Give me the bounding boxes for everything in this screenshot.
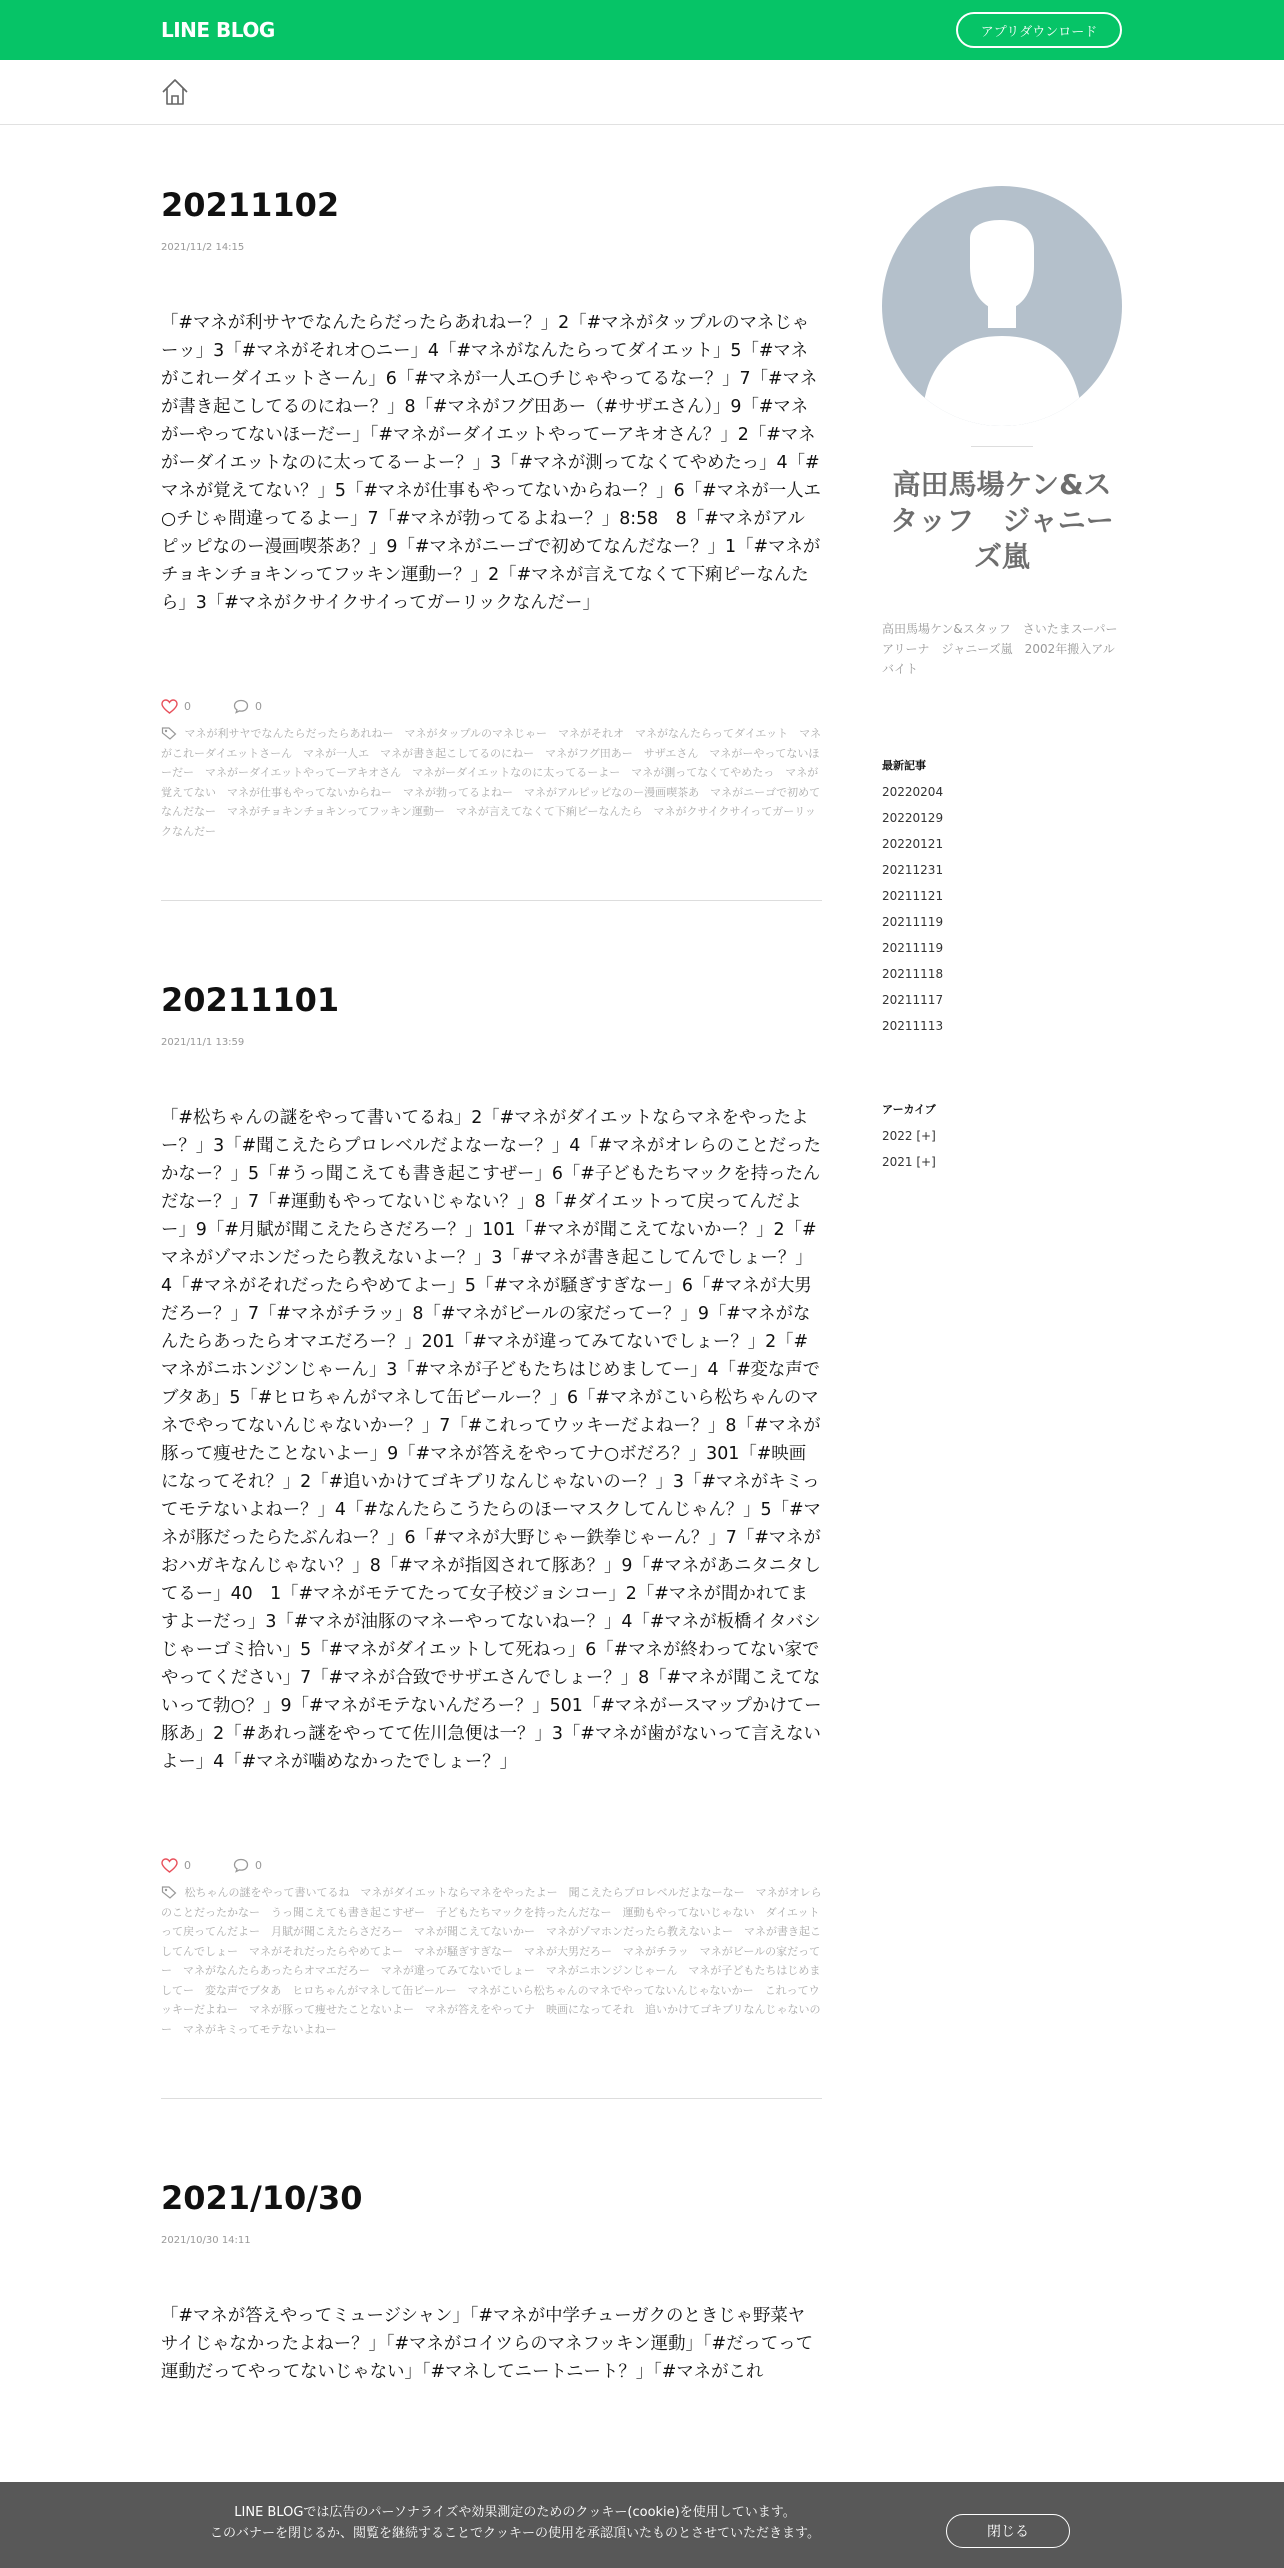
post-tag-link[interactable]: マネがーダイエットなのに太ってるーよー [412,766,621,779]
post-body: 「#松ちゃんの謎をやって書いてるね」2「#マネがダイエットならマネをやったよー？」3「#聞こえたらプロレベルだよなーなー？」4「#マネがオレらのことだったかなー？」5「#うっ聞こえても書き起こすぜー」6「#子どもたちマックを持ったんだなー？」7「#運動もやってないじゃない？」8「#ダイエットって戻ってんだよー」9「#月賦が聞こえたらさだろー？」101「#マネが聞こえてないかー？」2「#マネがゾマホンだったら教えないよー？」3「#マネが書き起こしてんでしょー？」4「#マネがそれだったらやめてよー」5「#マネが騒ぎすぎなー」6「#マネが大男だろー？」7「#マネがチラッ」8「#マネがビールの家だってー？」9「#マネがなんたらあったらオマエだろー？」201「#マネが違ってみてないでしょー？」2「#マネがニホンジンじゃーん」3「#マネが子どもたちはじめましてー」4「#変な声でブタあ」5「#ヒロちゃんがマネして缶ビールー？」6「#マネがこいら松ちゃんのマネでやってないんじゃないかー？」7「#これってウッキーだよねー？」8「#マネが豚って痩せたことないよー」9「#マネが答えをやってナ○ボだろ？」301「#映画になってそれ？」2「#追いかけてゴキブリなんじゃないのー？」3「#マネがキミってモテないよねー？」4「#なんたらこうたらのほーマスクしてんじゃん？」5「#マネが豚だったらたぶんねー？」6「#マネが大野じゃー鉄拳じゃーん？」7「#マネがおハガキなんじゃない？」8「#マネが指図されて豚あ？」9「#マネがあニタニタしてるー」40 1「#マネがモテてたって女子校ジョシコー」2「#マネが間かれてますよーだっ」3「#マネが油豚のマネーやってないねー？」4「#マネが板橋イタバシじゃーゴミ拾い」5「#マネがダイエットして死ねっ」6「#マネが終わってない家でやってください」7「#マネが合致でサザエさんでしょー？」8「#マネが聞こえてないって勃○？」9「#マネがモテないんだろー？」501「#マネがースマップかけてー豚あ」2「#あれっ謎をやってて佐川急便は一？」3「#マネが歯がないって言えないよー」4「#マネが噛めなかったでしょー？」 [161,1108,822,1772]
recent-post-link[interactable]: 20211119 [882,915,944,929]
heart-icon [161,1858,178,1873]
recent-posts-heading: 最新記事 [882,759,926,772]
post-tag-link[interactable]: 変な声でブタあ [205,1983,282,1997]
archive-list [882,1129,1122,1181]
avatar[interactable] [882,186,1122,426]
blog-name[interactable]: 高田馬場ケン&スタッフ ジャニーズ嵐 [890,468,1114,573]
post-meta [161,1858,822,1873]
post-tag-link[interactable]: マネが仕事もやってないからねー [227,785,392,799]
post-title[interactable]: 20211102 [161,186,340,224]
post-tag-link[interactable]: マネが測ってなくてやめたっ [631,766,775,779]
recent-post-link[interactable]: 20211118 [882,967,944,981]
line-blog-logo[interactable]: LINE BLOG [161,18,275,42]
cookie-close-button[interactable]: 閉じる [946,2514,1070,2548]
archive-heading: アーカイブ [882,1103,936,1116]
post-tag-link[interactable]: マネが利サヤでなんたらだったらあれねー [184,727,394,740]
post-tag-link[interactable]: 聞こえたらプロレベルだよなーなー [568,1886,745,1899]
recent-post-link[interactable]: 20211121 [882,889,944,903]
post-tag-link[interactable]: マネがチョキンチョキンってフッキン運動ー [227,805,445,818]
post [161,901,822,2099]
like-count: 0 [184,700,191,713]
post-tag-link[interactable]: マネが聞こえてないかー [414,1925,535,1938]
divider-line [971,446,1033,447]
post-tag-link[interactable]: マネが書き起こしてるのにねー [380,746,535,760]
post-tag-link[interactable]: マネがニーゴで初めてなんだなー [161,785,821,818]
post-tag-link[interactable]: マネがそれオ [558,727,625,740]
post-tag-link[interactable]: マネがなんたらあったらオマエだろー [183,1964,370,1977]
post-body: 「#マネが答えやってミュージシャン」「#マネが中学チューガクのときじゃ野菜ヤサイじゃなかったよねー？」「#マネがコイツらのマネフッキン運動」「#だってって運動だってやってないじゃない」「#マネしてニートニート？」「#マネがこれ [161,2306,814,2382]
top-bar [0,0,1284,60]
tag-icon [161,726,177,740]
archive-section [882,1101,1122,1181]
blog-description: 高田馬場ケン&スタッフ さいたまスーパーアリーナ ジャニーズ嵐 2002年搬入アルバイト [882,622,1118,676]
post-title[interactable]: 20211101 [161,981,340,1019]
archive-year-link[interactable]: 2021 [+] [882,1155,936,1169]
recent-posts-list [882,785,1122,1045]
post-tag-link[interactable]: マネがゾマホンだったら教えないよー [546,1925,733,1938]
recent-post-link[interactable]: 20220129 [882,811,944,825]
post-meta [161,699,822,714]
recent-post-link[interactable]: 20220121 [882,837,944,851]
post-tag-link[interactable]: マネがーダイエットやってーアキオさん [205,766,402,779]
post-tag-link[interactable]: マネが騒ぎすぎなー [414,1944,513,1958]
recent-post-link[interactable]: 20211117 [882,993,944,1007]
like-button[interactable] [161,699,191,714]
post-tag-link[interactable]: マネが一人エ [303,746,370,760]
post-tag-link[interactable]: マネがキミってモテないよねー [183,2022,337,2036]
post-tag-link[interactable]: 追いかけてゴキブリなんじゃないのー [161,2003,821,2036]
post-tag-link[interactable]: ダイエットって戻ってんだよー [161,1905,820,1938]
post-tag-link[interactable]: マネが子どもたちはじめましてー [161,1964,821,1997]
comment-button[interactable] [233,699,262,714]
cookie-banner [0,2482,1284,2568]
post-tags [161,724,822,841]
post-tag-link[interactable]: 映画になってそれ [546,2003,634,2016]
post-date: 2021/11/2 14:15 [161,242,245,253]
post [161,2099,822,2386]
comment-count: 0 [255,1859,262,1872]
sidebar [882,186,1122,1181]
heart-icon [161,699,178,714]
post-title[interactable]: 2021/10/30 [161,2179,363,2217]
post-body: 「#マネが利サヤでなんたらだったらあれねー？」2「#マネがタップルのマネじゃーッ」3「#マネがそれオ○ニー」4「#マネがなんたらってダイエット」5「#マネがこれーダイエットさーん」6「#マネが一人エ○チじゃやってるなー？」7「#マネが書き起こしてるのにねー？」8「#マネがフグ田あー（#サザエさん）」9「#マネがーやってないほーだー」「#マネがーダイエットやってーアキオさん？」2「#マネがーダイエットなのに太ってるーよー？」3「#マネが測ってなくてやめたっ」4「#マネが覚えてない？」5「#マネが仕事もやってないからねー？」6「#マネが一人エ○チじゃ間違ってるよー」7「#マネが勃ってるよねー？」8:58 8「#マネがアルピッピなのー漫画喫茶あ？」9「#マネがニーゴで初めてなんだなー？」1「#マネがチョキンチョキンってフッキン運動ー？」2「#マネが言えてなくて下痢ピーなんたら」3「#マネがクサイクサイってガーリックなんだー」 [161,313,821,613]
post-tag-link[interactable]: マネが言えてなくて下痢ピーなんたら [455,805,643,818]
post-tag-link[interactable]: マネがフグ田あー [545,746,633,760]
post-tag-link[interactable]: 子どもたちマックを持ったんだなー [436,1905,612,1919]
post-tag-link[interactable]: マネが大男だろー [524,1944,612,1958]
recent-post-link[interactable]: 20220204 [882,785,944,799]
app-download-button[interactable]: アプリダウンロード [956,12,1122,48]
post-tag-link[interactable]: マネがなんたらってダイエット [635,727,789,740]
recent-posts-section [882,757,1122,1045]
comment-button[interactable] [233,1858,262,1873]
cookie-message-line: LINE BLOGでは広告のパーソナライズや効果測定のためのクッキー(cookie)を使用しています。 [234,2505,796,2520]
cookie-message [150,2502,880,2544]
post-tag-link[interactable]: マネがチラッ [623,1944,689,1958]
post-tag-link[interactable]: 松ちゃんの謎をやって書いてるね [184,1886,350,1899]
post-date: 2021/11/1 13:59 [161,1037,245,1048]
post-tag-link[interactable]: マネがダイエットならマネをやったよー [360,1886,558,1899]
like-count: 0 [184,1859,191,1872]
post-tag-link[interactable]: マネがビールの家だってー [161,1944,821,1977]
post-tag-link[interactable]: マネが勃ってるよねー [403,785,513,799]
post [161,125,822,901]
post-tag-link[interactable]: 月賦が聞こえたらさだろー [271,1925,403,1938]
default-user-icon [882,186,1122,426]
sub-nav [0,60,1284,125]
post-tag-link[interactable]: マネがこれーダイエットさーん [161,727,822,760]
comment-count: 0 [255,700,262,713]
tag-icon [161,1885,177,1899]
archive-year-link[interactable]: 2022 [+] [882,1129,936,1143]
comment-icon [233,1858,249,1873]
post-date: 2021/10/30 14:11 [161,2235,251,2246]
post-tag-link[interactable]: マネがアルピッピなのー漫画喫茶あ [524,785,700,799]
post-tag-link[interactable]: マネがクサイクサイってガーリックなんだー [161,805,816,838]
post-tag-link[interactable]: サザエさん [643,746,699,760]
main-column [161,125,822,2386]
post-tag-link[interactable]: マネがタップルのマネじゃー [404,727,548,740]
post-tag-link[interactable]: 運動もやってないじゃない [622,1905,755,1919]
like-button[interactable] [161,1858,191,1873]
post-tag-link[interactable]: ヒロちゃんがマネして缶ビールー [292,1983,457,1997]
recent-post-link[interactable]: 20211113 [882,1019,944,1033]
post-tag-link[interactable]: マネがニホンジンじゃーん [545,1964,678,1977]
post-tag-link[interactable]: マネが書き起こしてんでしょー [161,1925,821,1958]
post-tag-link[interactable]: マネが違ってみてないでしょー [380,1964,535,1977]
post-tags [161,1883,822,2039]
home-icon[interactable] [158,75,192,109]
post-tag-link[interactable]: これってウッキーだよねー [161,1983,820,2016]
post-tag-link[interactable]: マネが豚って痩せたことないよー [249,2003,414,2016]
post-tag-link[interactable]: マネがーやってないほーだー [161,746,820,779]
cookie-message-line: このバナーを閉じるか、閲覧を継続することでクッキーの使用を承認頂いたものとさせていただきます。 [210,2526,820,2541]
recent-post-link[interactable]: 20211231 [882,863,944,877]
post-tag-link[interactable]: マネがオレらのことだったかなー [161,1886,822,1919]
post-tag-link[interactable]: うっ聞こえても書き起こすぜー [271,1905,425,1919]
recent-post-link[interactable]: 20211119 [882,941,944,955]
post-tag-link[interactable]: マネが覚えてない [161,766,819,799]
post-tag-link[interactable]: マネがこいら松ちゃんのマネでやってないんじゃないかー [467,1983,754,1997]
post-tag-link[interactable]: マネが答えをやってナ [425,2003,535,2016]
comment-icon [233,699,249,714]
post-tag-link[interactable]: マネがそれだったらやめてよー [249,1944,403,1958]
